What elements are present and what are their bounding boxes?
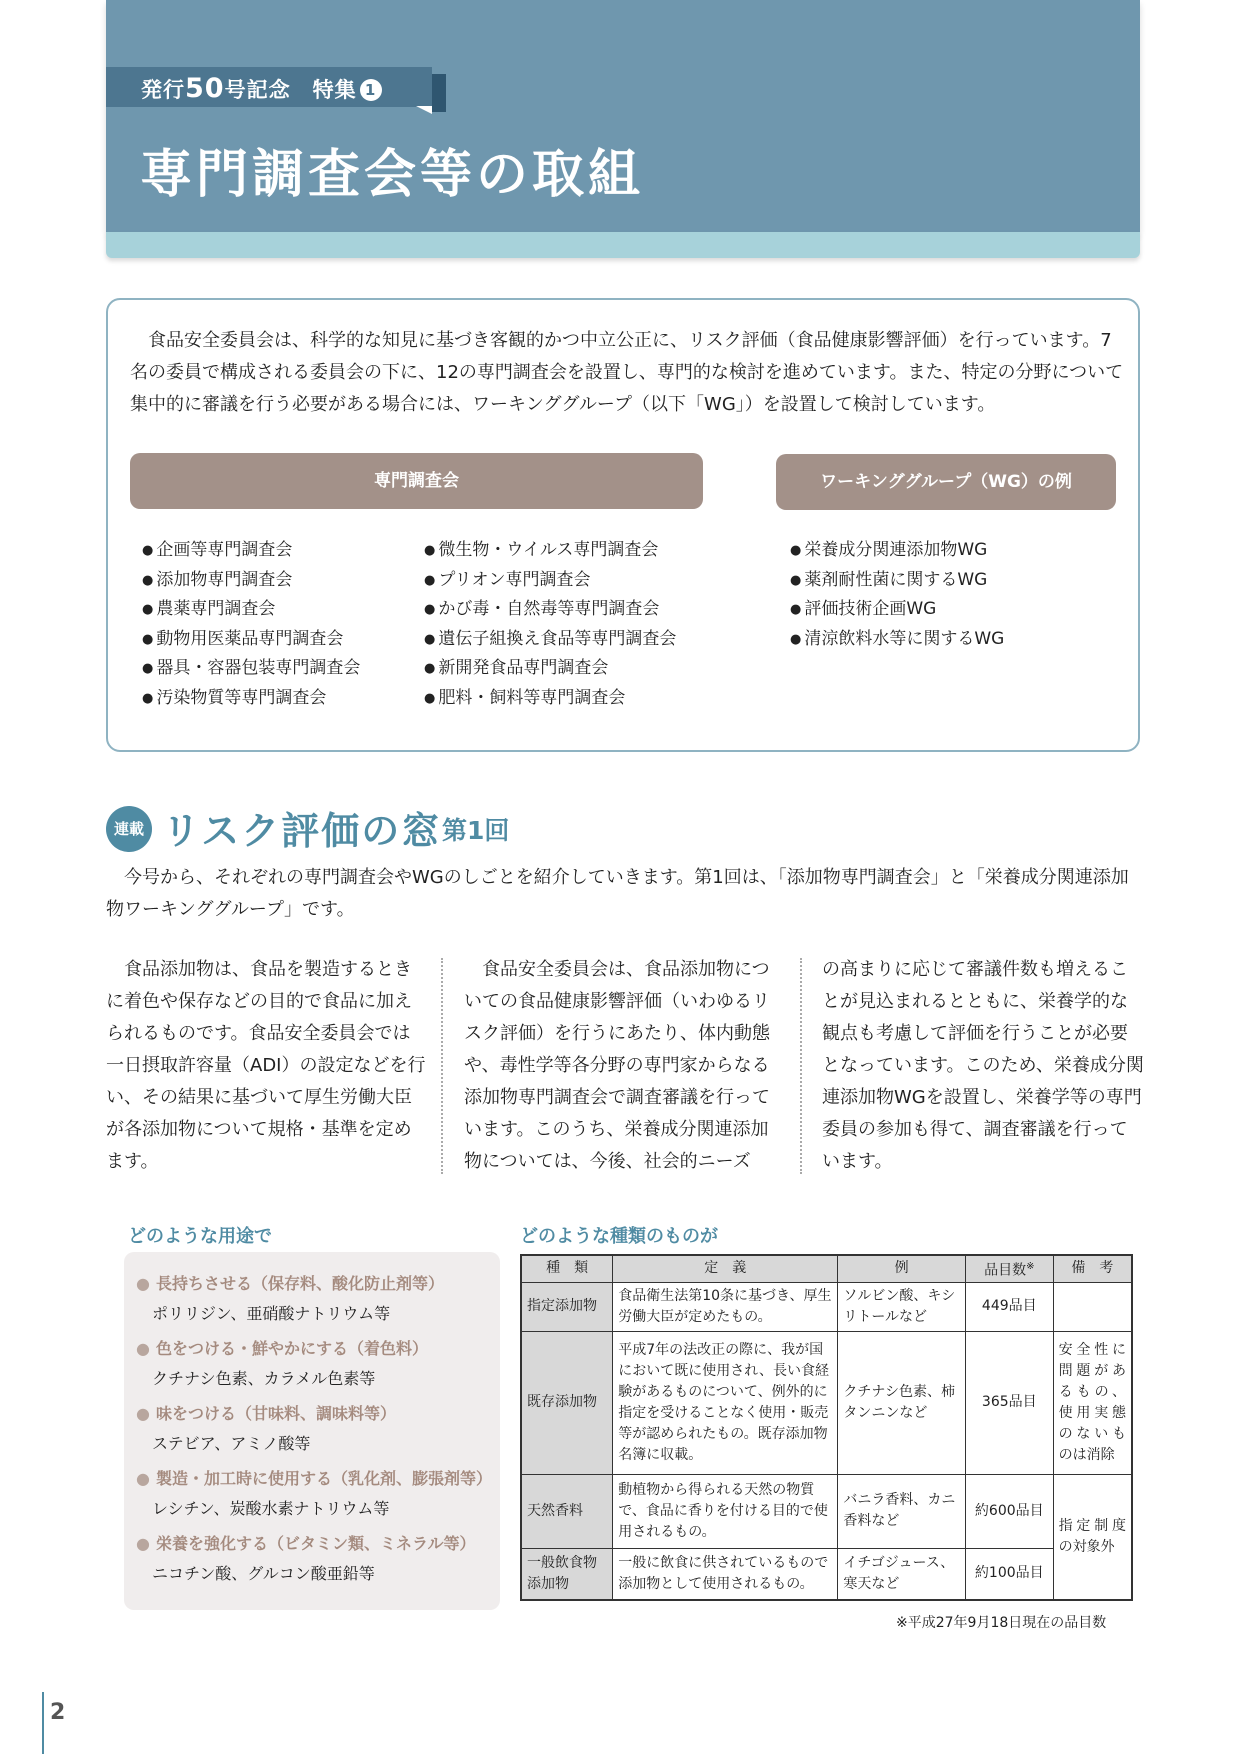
intro-text: 食品安全委員会は、科学的な知見に基づき客観的かつ中立公正に、リスク評価（食品健康影響評価）を行っています。7名の委員で構成される委員会の下に、12の専門調査会を設置し、専門的な検討を進めています。また、特定の分野について集中的に審議を行う必要がある場合には、ワーキンググループ（以下「WG」）を設置して検討しています。 bbox=[130, 330, 1124, 415]
list-item: ● 器具・容器包装専門調査会 bbox=[142, 654, 360, 684]
table-row bbox=[521, 1282, 1132, 1331]
list-item: ● 微生物・ウイルス専門調査会 bbox=[424, 536, 676, 566]
type-cell: 天然香料 bbox=[521, 1474, 613, 1548]
series-number: 第1回 bbox=[442, 816, 510, 845]
header-stripe bbox=[106, 232, 1140, 258]
list-item: ● かび毒・自然毒等専門調査会 bbox=[424, 595, 676, 625]
note-cell: 指定制度の対象外 bbox=[1053, 1474, 1132, 1600]
usage-item bbox=[136, 1529, 492, 1594]
usage-item bbox=[136, 1269, 492, 1334]
list-item: ● 汚染物質等専門調査会 bbox=[142, 684, 360, 714]
list-item: ● 動物用医薬品専門調査会 bbox=[142, 625, 360, 655]
usage-category: ● 味をつける（甘味料、調味料等） bbox=[136, 1399, 492, 1429]
additive-types-table bbox=[520, 1254, 1133, 1601]
tag-ribbon-edge bbox=[432, 74, 446, 112]
count-cell: 約600品目 bbox=[965, 1474, 1053, 1548]
list-item: ● 新開発食品専門調査会 bbox=[424, 654, 676, 684]
committee-list-1 bbox=[142, 536, 360, 713]
page-number-bar bbox=[42, 1692, 44, 1754]
usage-item bbox=[136, 1464, 492, 1529]
list-item: ● 評価技術企画WG bbox=[790, 595, 1004, 625]
usage-item bbox=[136, 1334, 492, 1399]
usage-examples: ステビア、アミノ酸等 bbox=[152, 1434, 311, 1453]
column-header: 定 義 bbox=[613, 1255, 838, 1282]
usage-examples: ニコチン酸、グルコン酸亜鉛等 bbox=[152, 1564, 375, 1583]
table-row bbox=[521, 1548, 1132, 1600]
committee-list-2 bbox=[424, 536, 676, 713]
column-header: 例 bbox=[838, 1255, 966, 1282]
count-cell: 約100品目 bbox=[965, 1548, 1053, 1600]
usage-category: ● 栄養を強化する（ビタミン類、ミネラル等） bbox=[136, 1529, 492, 1559]
usage-category: ● 長持ちさせる（保存料、酸化防止剤等） bbox=[136, 1269, 492, 1299]
definition-cell: 一般に飲食に供されているもので添加物として使用されるもの。 bbox=[613, 1548, 838, 1600]
usage-examples: ポリリジン、亜硝酸ナトリウム等 bbox=[152, 1304, 391, 1323]
definition-cell: 平成7年の法改正の際に、我が国において既に使用され、長い食経験があるものについて、例外的に指定を受けることなく使用・販売等が認められたもの。既存添加物名簿に収載。 bbox=[613, 1331, 838, 1474]
type-cell: 既存添加物 bbox=[521, 1331, 613, 1474]
wg-list bbox=[790, 536, 1004, 654]
count-cell: 365品目 bbox=[965, 1331, 1053, 1474]
issue-tag: 発行50号記念 特集 1 bbox=[106, 67, 432, 107]
table-row bbox=[521, 1331, 1132, 1474]
usage-category: ● 製造・加工時に使用する（乳化剤、膨張剤等） bbox=[136, 1464, 492, 1494]
wg-label: ワーキンググループ（WG）の例 bbox=[776, 454, 1116, 510]
list-item: ● 遺伝子組換え食品等専門調査会 bbox=[424, 625, 676, 655]
note-cell bbox=[1053, 1282, 1132, 1331]
type-cell: 一般飲食物添加物 bbox=[521, 1548, 613, 1600]
lead-text: 今号から、それぞれの専門調査会やWGのしごとを紹介していきます。第1回は、「添加物専門調査会」と「栄養成分関連添加物ワーキンググループ」です。 bbox=[106, 867, 1129, 920]
page-title: 専門調査会等の取組 bbox=[140, 145, 645, 205]
list-item: ● 薬剤耐性菌に関するWG bbox=[790, 566, 1004, 596]
list-item: ● 栄養成分関連添加物WG bbox=[790, 536, 1004, 566]
tag-ribbon-fold bbox=[416, 106, 432, 114]
list-item: ● 農薬専門調査会 bbox=[142, 595, 360, 625]
series-title: リスク評価の窓 bbox=[162, 809, 442, 853]
column-header: 種 類 bbox=[521, 1255, 613, 1282]
usage-item bbox=[136, 1399, 492, 1464]
body-column-2: 食品安全委員会は、食品添加物についての食品健康影響評価（いわゆるリスク評価）を行うにあたり、体内動態や、毒性学等各分野の専門家からなる添加物専門調査会で調査審議を行っています。このうち、栄養成分関連添加物については、今後、社会的ニーズ bbox=[464, 959, 770, 1172]
definition-cell: 動植物から得られる天然の物質で、食品に香りを付ける目的で使用されるもの。 bbox=[613, 1474, 838, 1548]
types-heading: どのような種類のものが bbox=[520, 1226, 718, 1247]
table-header-row bbox=[521, 1255, 1132, 1282]
column-header: 備 考 bbox=[1053, 1255, 1132, 1282]
page-number: 2 bbox=[50, 1700, 66, 1725]
column-divider bbox=[800, 958, 802, 1174]
table-footnote: ※平成27年9月18日現在の品目数 bbox=[896, 1615, 1107, 1631]
usage-heading: どのような用途で bbox=[128, 1226, 272, 1247]
list-item: ● 添加物専門調査会 bbox=[142, 566, 360, 596]
body-column-1: 食品添加物は、食品を製造するときに着色や保存などの目的で食品に加えられるものです。食品安全委員会では一日摂取許容量（ADI）の設定などを行い、その結果に基づいて厚生労働大臣が各添加物について規格・基準を定めます。 bbox=[106, 959, 426, 1172]
list-item: ● 企画等専門調査会 bbox=[142, 536, 360, 566]
usage-examples: レシチン、炭酸水素ナトリウム等 bbox=[152, 1499, 390, 1518]
table-row bbox=[521, 1474, 1132, 1548]
usage-list bbox=[136, 1269, 492, 1594]
count-cell: 449品目 bbox=[965, 1282, 1053, 1331]
definition-cell: 食品衛生法第10条に基づき、厚生労働大臣が定めたもの。 bbox=[613, 1282, 838, 1331]
example-cell: ソルビン酸、キシリトールなど bbox=[838, 1282, 966, 1331]
usage-examples: クチナシ色素、カラメル色素等 bbox=[152, 1369, 376, 1388]
series-badge: 連載 bbox=[106, 806, 152, 852]
circled-number: 1 bbox=[360, 79, 382, 101]
list-item: ● 肥料・飼料等専門調査会 bbox=[424, 684, 676, 714]
note-cell: 安全性に問題があるもの、使用実態のないものは消除 bbox=[1053, 1331, 1132, 1474]
body-column-3: の高まりに応じて審議件数も増えることが見込まれるとともに、栄養学的な観点も考慮して評価を行うことが必要となっています。このため、栄養成分関連添加物WGを設置し、栄養学等の専門委員の参加も得て、調査審議を行っています。 bbox=[822, 959, 1144, 1172]
committees-label: 専門調査会 bbox=[130, 453, 703, 509]
column-header: 品目数※ bbox=[965, 1255, 1053, 1282]
list-item: ● プリオン専門調査会 bbox=[424, 566, 676, 596]
example-cell: クチナシ色素、柿タンニンなど bbox=[838, 1331, 966, 1474]
footnote-mark: ※ bbox=[1026, 1261, 1035, 1272]
column-divider bbox=[441, 958, 443, 1174]
example-cell: イチゴジュース、寒天など bbox=[838, 1548, 966, 1600]
type-cell: 指定添加物 bbox=[521, 1282, 613, 1331]
list-item: ● 清涼飲料水等に関するWG bbox=[790, 625, 1004, 655]
usage-category: ● 色をつける・鮮やかにする（着色料） bbox=[136, 1334, 492, 1364]
example-cell: バニラ香料、カニ香料など bbox=[838, 1474, 966, 1548]
